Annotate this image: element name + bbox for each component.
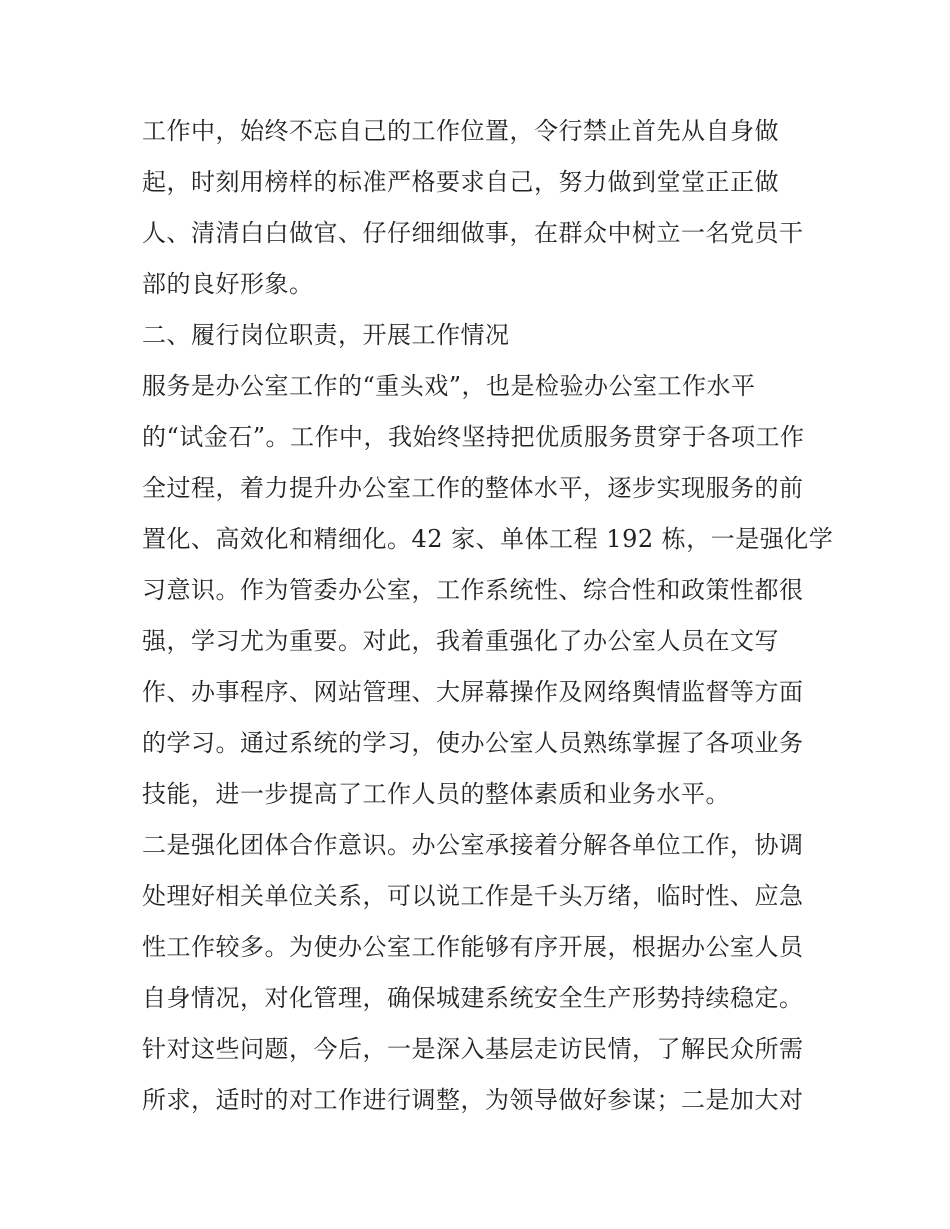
text-line: 技能，进一步提高了工作人员的整体素质和业务水平。: [142, 780, 730, 808]
text-line: 全过程，着力提升办公室工作的整体水平，逐步实现服务的前: [142, 474, 804, 502]
text-line: 作、办事程序、网站管理、大屏幕操作及网络舆情监督等方面: [142, 678, 804, 706]
text-line: 起，时刻用榜样的标准严格要求自己，努力做到堂堂正正做: [142, 168, 779, 196]
text-line: 的学习。通过系统的学习，使办公室人员熟练掌握了各项业务: [142, 729, 804, 757]
text-line: 习意识。作为管委办公室，工作系统性、综合性和政策性都很: [142, 576, 804, 604]
text-line: 服务是办公室工作的“重头戏”，也是检验办公室工作水平: [142, 372, 756, 400]
text-line: 工作中，始终不忘自己的工作位置，令行禁止首先从自身做: [142, 117, 779, 145]
text-line: 的“试金石”。工作中，我始终坚持把优质服务贯穿于各项工作: [142, 423, 805, 451]
text-line: 处理好相关单位关系，可以说工作是千头万绪，临时性、应急: [142, 882, 804, 910]
text-line: 部的良好形象。: [142, 270, 314, 298]
text-line: 性工作较多。为使办公室工作能够有序开展，根据办公室人员: [142, 933, 804, 961]
text-line: 强，学习尤为重要。对此，我着重强化了办公室人员在文写: [142, 627, 779, 655]
text-line: 置化、高效化和精细化。42 家、单体工程 192 栋，一是强化学: [142, 525, 834, 553]
text-line: 针对这些问题，今后，一是深入基层走访民情，了解民众所需: [142, 1035, 804, 1063]
text-line: 人、清清白白做官、仔仔细细做事，在群众中树立一名党员干: [142, 219, 804, 247]
section-heading: 二、履行岗位职责，开展工作情况: [142, 321, 510, 349]
text-line: 自身情况，对化管理，确保城建系统安全生产形势持续稳定。: [142, 984, 804, 1012]
document-body: [142, 106, 834, 1126]
text-line: 所求，适时的对工作进行调整，为领导做好参谋；二是加大对: [142, 1086, 804, 1114]
text-line: 二是强化团体合作意识。办公室承接着分解各单位工作，协调: [142, 831, 804, 859]
